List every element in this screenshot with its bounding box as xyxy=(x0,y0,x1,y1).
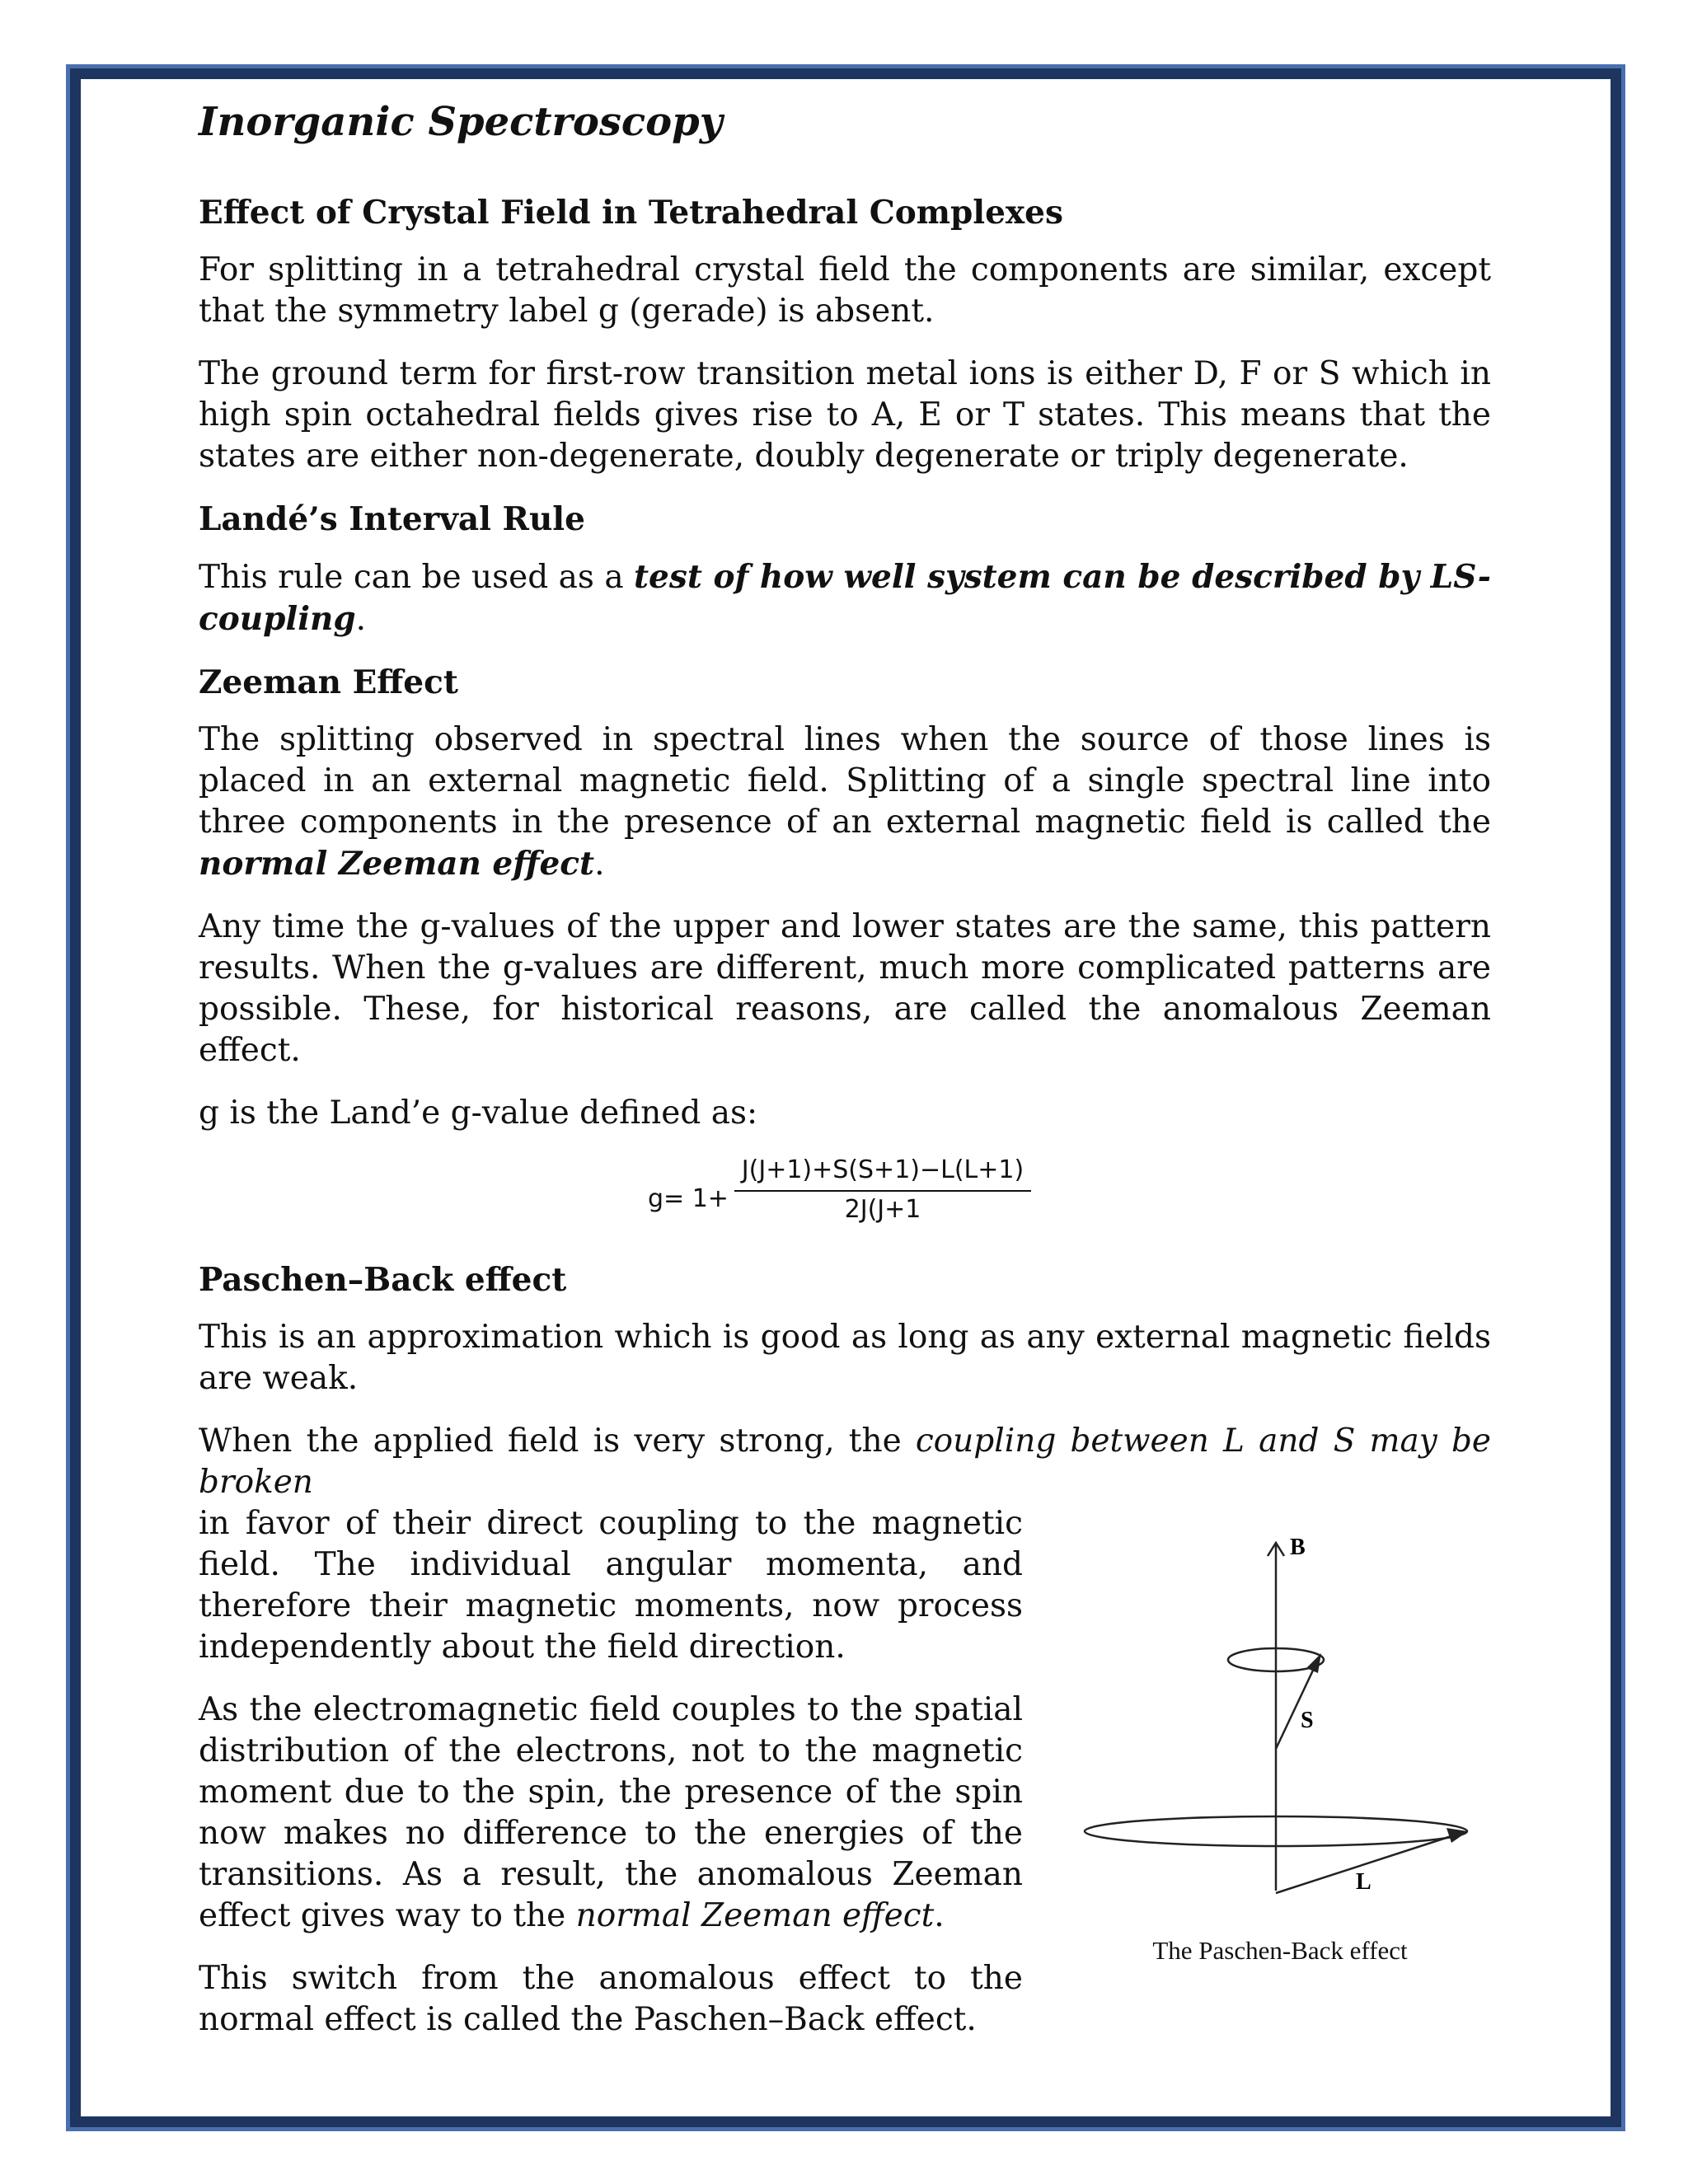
figure-caption: The Paschen-Back effect xyxy=(1152,1936,1408,1965)
lande-text-end: . xyxy=(355,601,367,638)
formula-lhs: g= 1+ xyxy=(648,1184,729,1213)
paragraph-crystal-1: For splitting in a tetrahedral crystal field the components are similar, except that the symmetry label g (gerade) is absent. xyxy=(199,251,1491,330)
label-l: L xyxy=(1356,1869,1372,1895)
zeeman-text-start: The splitting observed in spectral lines when the source of those lines is placed in an external magnetic field. Splitting of a single spectral line into three components in the presence of an external magnetic field is called the xyxy=(199,721,1491,841)
lande-g-formula xyxy=(199,1155,1491,1230)
heading-paschen-back: Paschen–Back effect xyxy=(199,1261,567,1299)
paschen-3-emphasis: normal Zeeman effect xyxy=(575,1897,935,1934)
paschen-two-column xyxy=(199,1503,1491,2041)
lande-text-start: This rule can be used as a xyxy=(199,559,635,596)
paschen-3-end: . xyxy=(934,1897,945,1934)
page-title: Inorganic Spectroscopy xyxy=(199,99,723,145)
label-b: B xyxy=(1290,1535,1306,1560)
heading-lande-rule: Landé’s Interval Rule xyxy=(199,500,585,538)
paschen-text-column xyxy=(199,1503,1023,2041)
paschen-3-start: As the electromagnetic field couples to the spatial distribution of the electrons, not to the magnetic moment due to the spin, the presence of the spin now makes no difference to the energies of the transitions. As a result, the anomalous Zeeman effect gives way to the xyxy=(199,1691,1023,1934)
heading-zeeman: Zeeman Effect xyxy=(199,663,458,701)
zeeman-text-end: . xyxy=(594,846,605,883)
paragraph-paschen-3 xyxy=(199,1690,1023,1937)
paragraph-zeeman-1 xyxy=(199,719,1491,885)
paragraph-zeeman-3: g is the Land’e g-value defined as: xyxy=(199,1094,758,1132)
paragraph-paschen-1: This is an approximation which is good as long as any external magnetic fields are weak. xyxy=(199,1319,1491,1397)
paschen-2-emphasis: coupling between L and S may be broken xyxy=(199,1422,1491,1501)
label-s: S xyxy=(1301,1708,1314,1733)
paragraph-paschen-2-lead xyxy=(199,1421,1491,1503)
formula-numerator: J(J+1)+S(S+1)−L(L+1) xyxy=(734,1155,1031,1192)
paschen-back-diagram xyxy=(1074,1528,1536,1990)
paschen-back-svg xyxy=(1074,1528,1503,1924)
paschen-2-start: When the applied field is very strong, the xyxy=(199,1422,916,1460)
formula-denominator: 2J(J+1 xyxy=(844,1195,921,1224)
zeeman-emphasis: normal Zeeman effect xyxy=(199,845,595,883)
paragraph-zeeman-2: Any time the g-values of the upper and lower states are the same, this pattern results. When the g-values are different, much more complicated patterns are possible. These, for historical reasons, are called the anomalous Zeeman effect. xyxy=(199,908,1491,1069)
paragraph-crystal-2: The ground term for first-row transition metal ions is either D, F or S which in high spin octahedral fields gives rise to A, E or T states. This means that the states are either non-degenerate, doubly degenerate or triply degenerate. xyxy=(199,355,1491,475)
paragraph-paschen-4: This switch from the anomalous effect to the normal effect is called the Paschen–Back effect. xyxy=(199,1960,1023,2038)
paragraph-lande xyxy=(199,556,1491,640)
formula-fraction xyxy=(734,1155,1031,1228)
spin-vector-line xyxy=(1276,1660,1318,1749)
spin-vector-arrowhead xyxy=(1306,1653,1321,1673)
heading-crystal-field: Effect of Crystal Field in Tetrahedral Complexes xyxy=(199,194,1063,232)
orbital-vector-arrowhead xyxy=(1447,1828,1468,1843)
lande-emphasis: test of how well system can be described by LS-coupling xyxy=(199,558,1491,638)
paragraph-paschen-2: in favor of their direct coupling to the magnetic field. The individual angular momenta, and therefore their magnetic moments, now process independently about the field direction. xyxy=(199,1505,1023,1666)
document-body xyxy=(199,97,1491,2062)
